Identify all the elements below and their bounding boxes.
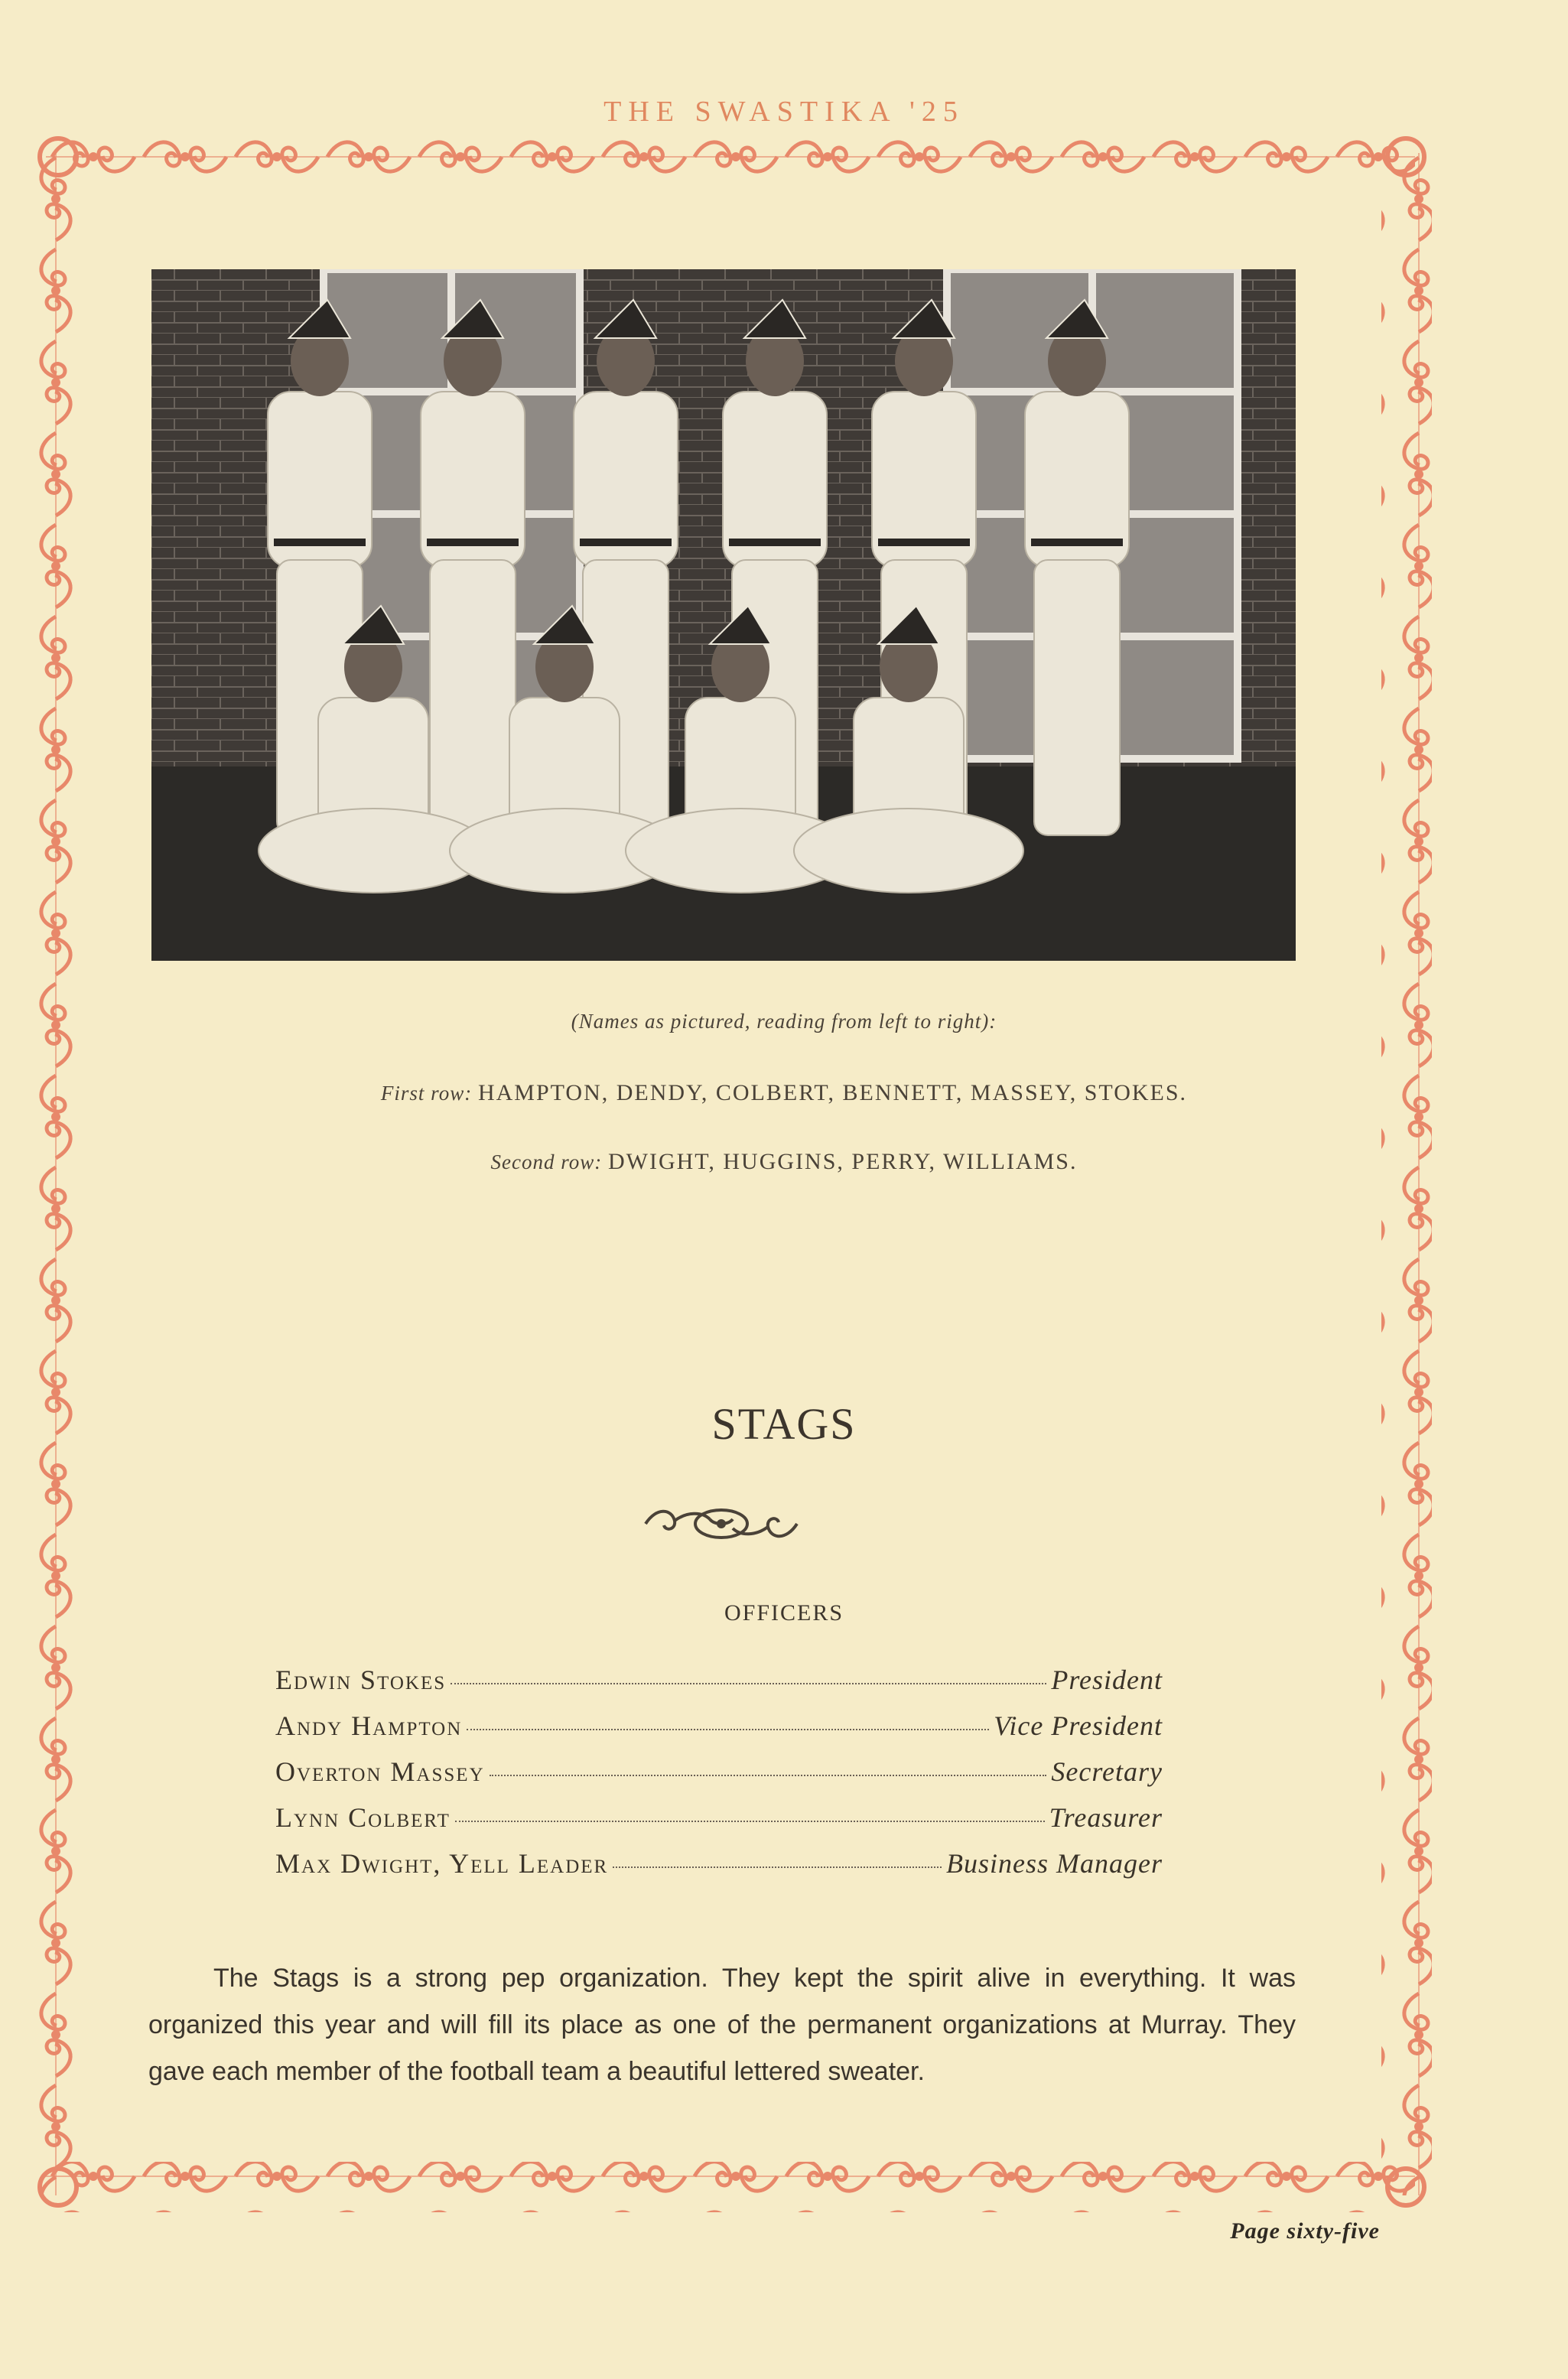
- caption-first-row: [0, 1080, 1568, 1106]
- leader-dots: [613, 1866, 942, 1868]
- officer-name: Edwin Stokes: [275, 1665, 447, 1695]
- first-row-names: HAMPTON, DENDY, COLBERT, BENNETT, MASSEY, STOKES.: [477, 1080, 1188, 1105]
- leader-dots: [467, 1729, 989, 1730]
- running-title: THE SWASTIKA '25: [603, 96, 965, 128]
- scroll-ornament-icon: [641, 1499, 802, 1548]
- leader-dots: [490, 1775, 1047, 1776]
- caption-intro-text: (Names as pictured, reading from left to right):: [571, 1010, 997, 1033]
- leader-dots: [455, 1821, 1045, 1822]
- officer-role: President: [1051, 1665, 1163, 1695]
- officer-name: Lynn Colbert: [275, 1802, 451, 1833]
- border-bottom: [46, 2162, 1415, 2212]
- caption-intro: [0, 1010, 1568, 1033]
- officer-row: [275, 1847, 1163, 1886]
- border-top: [46, 132, 1415, 182]
- paragraph-text: The Stags is a strong pep organization. They kept the spirit alive in everything. It was organized this year and will fill its place as one of the permanent organizations at Murray. They gave each member of the football team a beautiful lettered sweater.: [148, 1964, 1296, 2086]
- officer-name: Overton Massey: [275, 1756, 485, 1787]
- officer-name: Max Dwight, Yell Leader: [275, 1848, 609, 1879]
- officer-row: [275, 1710, 1163, 1748]
- photo-scene: [151, 269, 1296, 961]
- officer-name: Andy Hampton: [275, 1710, 463, 1741]
- officer-role: Business Manager: [946, 1848, 1163, 1879]
- officer-role: Treasurer: [1049, 1802, 1163, 1833]
- officer-row: [275, 1756, 1163, 1794]
- caption-second-row: [0, 1149, 1568, 1175]
- description-paragraph: [148, 1955, 1296, 2095]
- page-number: Page sixty-five: [1230, 2218, 1380, 2244]
- officers-heading: OFFICERS: [724, 1600, 844, 1626]
- officer-role: Secretary: [1051, 1756, 1163, 1787]
- second-row-label: Second row:: [490, 1150, 603, 1173]
- leader-dots: [451, 1683, 1046, 1684]
- first-row-label: First row:: [380, 1082, 473, 1105]
- section-title: STAGS: [711, 1399, 857, 1449]
- officer-role: Vice President: [994, 1710, 1163, 1741]
- officer-row: [275, 1664, 1163, 1702]
- group-photograph: [151, 269, 1296, 961]
- second-row-names: DWIGHT, HUGGINS, PERRY, WILLIAMS.: [607, 1149, 1078, 1174]
- officer-row: [275, 1801, 1163, 1840]
